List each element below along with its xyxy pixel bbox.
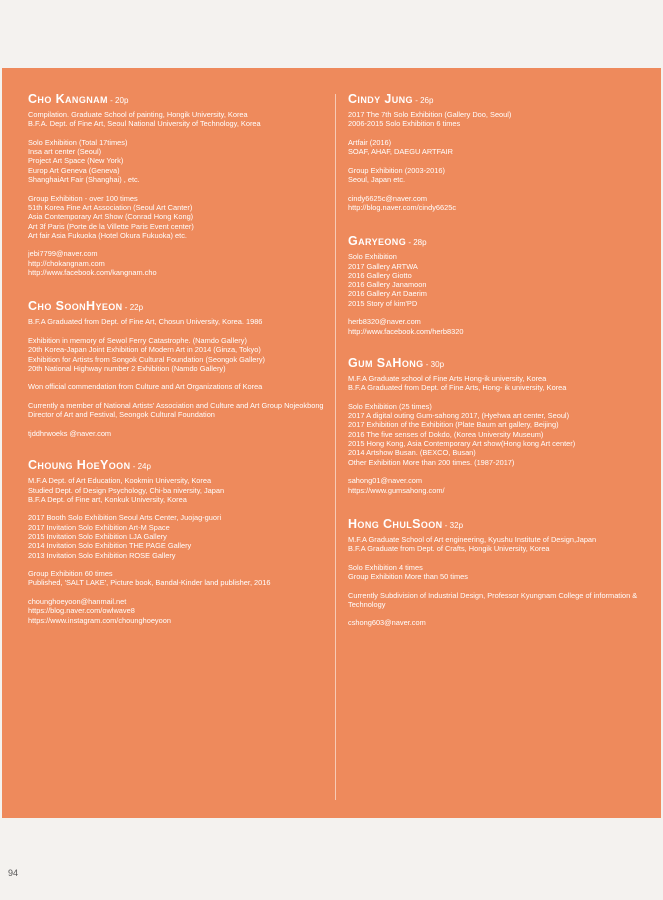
- bio-line: Published, 'SALT LAKE', Picture book, Bandal-Kinder land publisher, 2016: [28, 578, 271, 588]
- bio-line: 2015 Story of kim'PD: [348, 298, 418, 308]
- bio-line: M.F.A Graduate school of Fine Arts Hong-ik university, Korea: [348, 373, 547, 383]
- artist-name: Cho Kangnam - 20p: [28, 92, 129, 106]
- bio-line: Other Exhibition More than 200 times. (1987-2017): [348, 457, 515, 467]
- artist-name-text: Cindy Jung: [348, 92, 413, 106]
- artist-page-ref: 22p: [129, 303, 144, 313]
- artist-entry: [348, 517, 648, 628]
- bio-line: 51th Korea Fine Art Association (Seoul Art Canter): [28, 202, 193, 212]
- contact-line: jebi7799@naver.com: [28, 249, 98, 259]
- bio-line: 20th National Highway number 2 Exhibition (Namdo Gallery): [28, 363, 226, 373]
- contact-line: sahong01@naver.com: [348, 476, 423, 486]
- bio-line: 2006-2015 Solo Exhibition 6 times: [348, 119, 461, 129]
- artist-page-ref: 32p: [449, 520, 464, 530]
- contact-line[interactable]: https://www.instagram.com/chounghoeyoon: [28, 615, 171, 625]
- bio-line: Won official commendation from Culture and Art Organizations of Korea: [28, 382, 263, 392]
- bio-line: B.F.A. Dept. of Fine Art, Seoul National University of Technology, Korea: [28, 119, 261, 129]
- column-divider: [335, 94, 336, 800]
- bio-line: 2017 Invitation Solo Exhibition Art-M Space: [28, 522, 170, 532]
- bio-line: 2017 Booth Solo Exhibition Seoul Arts Center, Juojag-guori: [28, 513, 222, 523]
- contact-line[interactable]: http://chokangnam.com: [28, 258, 105, 268]
- artist-page-ref: 20p: [115, 96, 129, 105]
- contact-line: tjddhrwoeks @naver.com: [28, 428, 112, 438]
- artist-name: Choung HoeYoon - 24p: [28, 458, 151, 473]
- bio-line: 2014 Artshow Busan. (BEXCO, Busan): [348, 448, 476, 458]
- bio-line: Europ Art Geneva (Geneva): [28, 165, 120, 175]
- bio-line: Asia Contemporary Art Show (Conrad Hong Kong): [28, 212, 194, 222]
- bio-line: 2016 Gallery Janamoon: [348, 280, 427, 290]
- bio-line: Group Exhibition 60 times: [28, 569, 113, 579]
- contact-line[interactable]: http://www.facebook.com/kangnam.cho: [28, 268, 157, 278]
- bio-line: Art 3f Paris (Porte de la Villette Paris Event center): [28, 221, 194, 231]
- bio-line: SOAF, AHAF, DAEGU ARTFAIR: [348, 147, 453, 157]
- bio-line: 2017 Exhibition of the Exhibition (Plate Baum art gallery, Beijing): [348, 420, 559, 430]
- contact-line[interactable]: https://blog.naver.com/owlwave8: [28, 606, 135, 616]
- bio-line: 2014 Invitation Solo Exhibition THE PAGE Gallery: [28, 541, 192, 551]
- bio-line: Studied Dept. of Design Psychology, Chi-ba niversity, Japan: [28, 485, 225, 495]
- bio-line: M.F.A Graduate School of Art engineering, Kyushu Institute of Design,Japan: [348, 534, 597, 544]
- artist-entry: [348, 234, 648, 336]
- bio-line: Director of Art and Festival, Seongok Cultural Foundation: [28, 410, 215, 420]
- contact-line[interactable]: http://blog.naver.com/cindy6625c: [348, 202, 457, 212]
- artist-name-text: Gum SaHong: [348, 355, 424, 370]
- artist-entry: [348, 356, 648, 495]
- bio-line: 2016 Gallery Giotto: [348, 270, 412, 280]
- bio-line: B.F.A Graduate from Dept. of Crafts, Hongik University, Korea: [348, 544, 550, 554]
- artist-directory-panel: [2, 68, 661, 818]
- contact-line[interactable]: http://www.facebook.com/herb8320: [348, 326, 464, 336]
- page-number: 94: [8, 868, 19, 878]
- bio-line: Insa art center (Seoul): [28, 147, 102, 157]
- bio-line: Currently Subdivision of Industrial Design, Professor Kyungnam College of information & Technology: [348, 590, 638, 609]
- contact-line: herb8320@naver.com: [348, 317, 421, 327]
- artist-page-ref: 26p: [420, 96, 434, 105]
- bio-line: Solo Exhibition: [348, 252, 397, 262]
- bio-line: Group Exhibition - over 100 times: [28, 193, 138, 203]
- artist-name: Cho SoonHyeon - 22p: [28, 299, 144, 314]
- bio-line: Exhibition for Artists from Songok Cultural Foundation (Seongok Gallery): [28, 354, 266, 364]
- contact-line: chounghoeyoon@hanmail.net: [28, 597, 127, 607]
- artist-name-text: Choung HoeYoon: [28, 458, 131, 473]
- bio-line: Exhibition in memory of Sewol Ferry Catastrophe. (Namdo Gallery): [28, 335, 247, 345]
- bio-line: Art fair Asia Fukuoka (Hotel Okura Fukuoka) etc.: [28, 230, 187, 240]
- bio-line: 2017 The 7th Solo Exhibition (Gallery Doo, Seoul): [348, 110, 512, 119]
- artist-page-ref: 30p: [430, 359, 445, 369]
- artist-name: Cindy Jung - 26p: [348, 92, 434, 106]
- artist-name-text: Hong ChulSoon: [348, 516, 443, 531]
- artist-page-ref: 28p: [413, 238, 427, 248]
- bio-line: Group Exhibition More than 50 times: [348, 571, 468, 581]
- bio-line: 2015 Invitation Solo Exhibition LJA Gallery: [28, 531, 167, 541]
- artist-page-ref: 24p: [137, 462, 151, 472]
- contact-line: cindy6625c@naver.com: [348, 193, 427, 203]
- bio-line: B.F.A Graduated from Dept. of Fine Art, Chosun University, Korea. 1986: [28, 317, 263, 327]
- bio-line: ShanghaiArt Fair (Shanghai) , etc.: [28, 175, 140, 185]
- artist-name: Gum SaHong - 30p: [348, 355, 445, 370]
- bio-line: 20th Korea-Japan Joint Exhibition of Modern Art in 2014 (Ginza, Tokyo): [28, 345, 261, 355]
- bio-line: Seoul, Japan etc.: [348, 175, 406, 185]
- artist-name: Garyeong - 28p: [348, 234, 427, 249]
- artist-name-text: Cho Kangnam: [28, 92, 108, 106]
- artist-name: Hong ChulSoon - 32p: [348, 516, 464, 531]
- bio-line: Solo Exhibition (25 times): [348, 401, 432, 411]
- artist-entry: [28, 299, 328, 438]
- bio-line: 2013 Invitation Solo Exhibition ROSE Gallery: [28, 550, 176, 560]
- artist-name-text: Garyeong: [348, 234, 407, 249]
- contact-line: cshong603@naver.com: [348, 618, 426, 628]
- bio-line: M.F.A Dept. of Art Education, Kookmin University, Korea: [28, 476, 212, 486]
- contact-line[interactable]: https://www.gumsahong.com/: [348, 485, 445, 495]
- bio-line: B.F.A Dept. of Fine art, Konkuk University, Korea: [28, 494, 187, 504]
- artist-name-text: Cho SoonHyeon: [28, 299, 123, 314]
- bio-line: Compilation. Graduate School of painting, Hongik University, Korea: [28, 110, 248, 119]
- artist-entry: [28, 92, 328, 277]
- bio-line: 2016 The five senses of Dokdo, (Korea University Museum): [348, 429, 544, 439]
- artist-entry: [28, 458, 328, 625]
- bio-line: Currently a member of National Artists' Association and Culture and Art Group Nojeokbong: [28, 401, 324, 411]
- bio-line: 2017 A digital outing Gum-sahong 2017, (Hyehwa art center, Seoul): [348, 411, 570, 421]
- bio-line: Artfair (2016): [348, 137, 392, 147]
- artist-entry: [348, 92, 648, 212]
- bio-line: Solo Exhibition 4 times: [348, 562, 423, 572]
- bio-line: 2015 Hong Kong, Asia Contemporary Art show(Hong kong Art center): [348, 439, 576, 449]
- right-column: [348, 92, 648, 628]
- bio-line: 2016 Gallery Art Daerim: [348, 289, 427, 299]
- bio-line: Group Exhibition (2003-2016): [348, 165, 445, 175]
- bio-line: Solo Exhibition (Total 17times): [28, 137, 128, 147]
- bio-line: Project Art Space (New York): [28, 156, 124, 166]
- bio-line: 2017 Gallery ARTWA: [348, 261, 418, 271]
- bio-line: B.F.A Graduated from Dept. of Fine Arts, Hong- ik university, Korea: [348, 383, 567, 393]
- left-column: [28, 92, 328, 625]
